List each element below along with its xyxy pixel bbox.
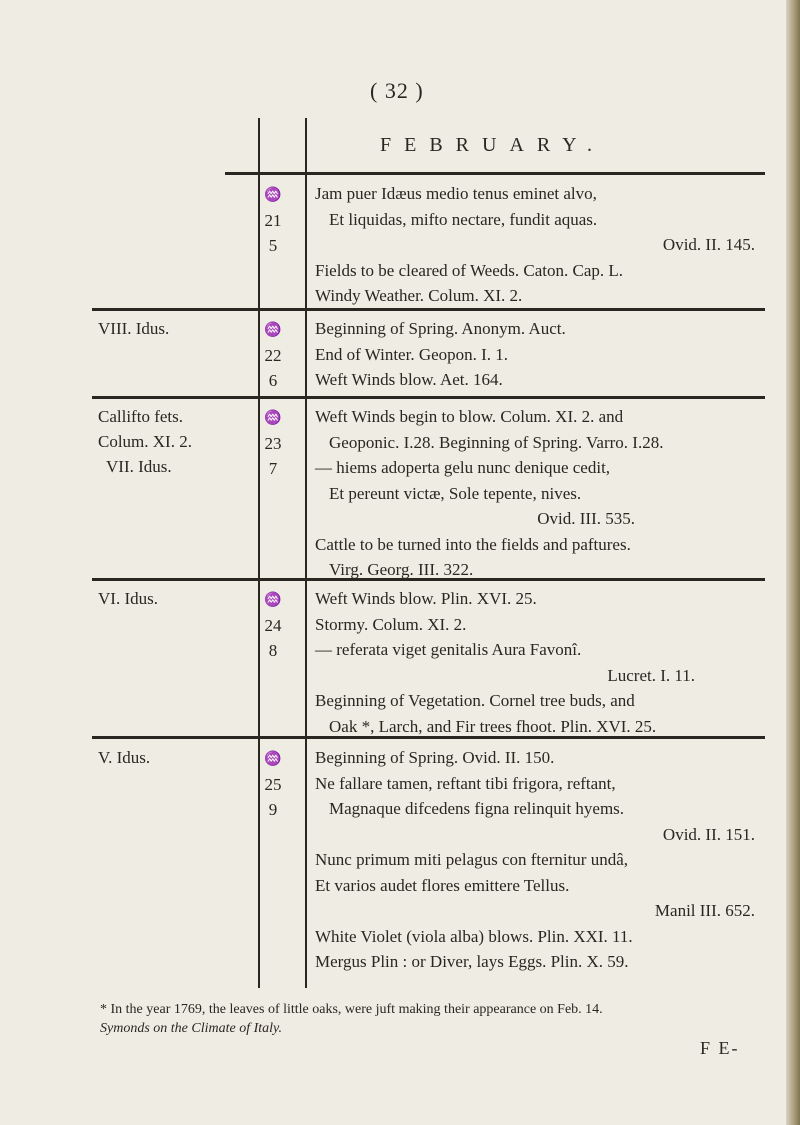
month-title: FEBRUARY.: [380, 134, 606, 156]
entry-line: — referata viget genitalis Aura Favonî.: [315, 640, 582, 659]
aquarius-symbol: ♒: [264, 752, 282, 767]
entry-text: [315, 404, 765, 583]
roman-date-line: V. Idus.: [98, 748, 151, 767]
entry-line: Geoponic. I.28. Beginning of Spring. Varro. I.28.: [329, 432, 664, 452]
entry-text: [315, 181, 765, 309]
entry-line: White Violet (viola alba) blows. Plin. XXI. 11.: [315, 926, 633, 946]
day-marker: [258, 588, 288, 663]
footnote-reference: Symonds on the Climate of Italy.: [100, 1021, 282, 1036]
catchword: F E-: [700, 1038, 740, 1058]
entry-line: Windy Weather. Colum. XI. 2.: [315, 286, 523, 305]
roman-date-line: Colum. XI. 2.: [98, 432, 192, 451]
row-rule: [225, 172, 765, 175]
row-rule: [92, 396, 765, 399]
entry-line: Nunc primum miti pelagus con fternitur undâ,: [315, 850, 629, 869]
entry-line: Beginning of Spring. Ovid. II. 150.: [315, 748, 555, 767]
day-marker: [258, 406, 288, 481]
day-marker: [258, 318, 288, 393]
aquarius-symbol: ♒: [264, 411, 282, 426]
day-number: 21: [264, 211, 282, 230]
page-number: ( 32 ): [370, 78, 424, 103]
entry-line: Beginning of Spring. Anonym. Auct.: [315, 319, 566, 338]
weekday-letter: 9: [268, 800, 278, 819]
roman-date-line: VII. Idus.: [106, 457, 172, 476]
entry-line: Weft Winds blow. Plin. XVI. 25.: [315, 589, 537, 608]
day-number: 25: [264, 775, 282, 794]
entry-line: Stormy. Colum. XI. 2.: [315, 614, 467, 634]
entry-line: Lucret. I. 11.: [607, 665, 695, 685]
day-number: 24: [264, 616, 282, 635]
entry-line: Jam puer Idæus medio tenus eminet alvo,: [315, 184, 597, 203]
footnote-text: * In the year 1769, the leaves of little oaks, were juft making their appearance on Feb. 14.: [100, 1002, 603, 1017]
entry-line: Ovid. II. 151.: [662, 824, 755, 844]
entry-line: Beginning of Vegetation. Cornel tree buds, and: [315, 691, 635, 710]
aquarius-symbol: ♒: [264, 593, 282, 608]
weekday-letter: 7: [268, 459, 278, 478]
entry-line: — hiems adoperta gelu nunc denique cedit,: [315, 458, 611, 477]
entry-line: Ovid. III. 535.: [537, 509, 635, 528]
roman-date-line: VI. Idus.: [98, 589, 158, 608]
entry-line: Oak *, Larch, and Fir trees fhoot. Plin. XVI. 25.: [329, 716, 657, 736]
entry-line: Manil III. 652.: [654, 901, 755, 920]
entry-line: Weft Winds blow. Aet. 164.: [315, 370, 503, 389]
entry-line: Fields to be cleared of Weeds. Caton. Cap. L.: [315, 260, 624, 280]
column-rule-right: [305, 118, 307, 988]
entry-line: End of Winter. Geopon. I. 1.: [315, 344, 509, 364]
entry-line: Weft Winds begin to blow. Colum. XI. 2. and: [315, 407, 624, 426]
weekday-letter: 8: [268, 641, 278, 660]
entry-text: [315, 745, 765, 975]
entry-line: Cattle to be turned into the fields and paftures.: [315, 534, 631, 554]
day-number: 22: [264, 346, 282, 365]
entry-text: [315, 316, 765, 393]
roman-date: [98, 316, 248, 341]
footnote: [100, 1000, 770, 1038]
roman-date-line: VIII. Idus.: [98, 319, 170, 338]
roman-date-line: Callifto fets.: [98, 407, 183, 426]
entry-line: Mergus Plin : or Diver, lays Eggs. Plin. X. 59.: [315, 952, 629, 971]
weekday-letter: 6: [268, 371, 278, 390]
day-marker: [258, 183, 288, 258]
page-edge: [786, 0, 800, 1125]
entry-line: Et varios audet flores emittere Tellus.: [315, 875, 570, 895]
entry-line: Virg. Georg. III. 322.: [329, 560, 474, 579]
aquarius-symbol: ♒: [264, 188, 282, 203]
entry-line: Ovid. II. 145.: [662, 235, 755, 254]
entry-line: Et liquidas, mifto nectare, fundit aquas.: [329, 209, 598, 229]
aquarius-symbol: ♒: [264, 323, 282, 338]
roman-date: [98, 404, 248, 479]
day-marker: [258, 747, 288, 822]
entry-text: [315, 586, 765, 739]
entry-line: Ne fallare tamen, reftant tibi frigora, reftant,: [315, 773, 616, 793]
day-number: 23: [264, 434, 282, 453]
roman-date: [98, 745, 248, 770]
roman-date: [98, 586, 248, 611]
entry-line: Magnaque difcedens figna relinquit hyems.: [329, 799, 625, 818]
weekday-letter: 5: [268, 236, 278, 255]
entry-line: Et pereunt victæ, Sole tepente, nives.: [329, 483, 582, 503]
